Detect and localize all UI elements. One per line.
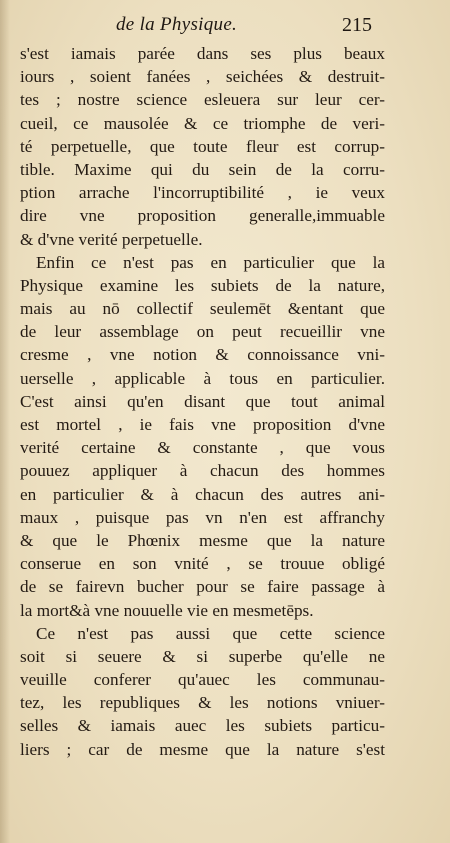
text-line: tible. Maxime qui du sein de la corru- xyxy=(20,159,385,179)
text-line: s'est iamais parée dans ses plus beaux xyxy=(20,44,385,63)
text-line: Enfin ce n'est pas en particulier que la xyxy=(36,252,385,272)
text-line: la mort&à vne nouuelle vie en mesmetēps. xyxy=(20,600,314,620)
text-line: iours , soient fanées , seichées & destruit- xyxy=(20,67,385,87)
text-line: selles & iamais auec les subiets particu- xyxy=(20,716,385,736)
text-line: tez, les republiques & les notions vniuer- xyxy=(20,693,385,713)
text-line: cueil, ce mausolée & ce triomphe de veri- xyxy=(20,113,385,133)
text-line: veuille conferer qu'auec les communau- xyxy=(20,670,385,690)
text-line: C'est ainsi qu'en disant que tout animal xyxy=(20,391,385,411)
text-line: dire vne proposition generalle,immuable xyxy=(20,206,385,226)
text-line: est mortel , ie fais vne proposition d'vne xyxy=(20,415,385,434)
text-line: de se fairevn bucher pour se faire passage à xyxy=(20,577,385,597)
text-line: ption arrache l'incorruptibilité , ie veux xyxy=(20,183,385,203)
text-line: mais au nō collectif seulemēt &entant que xyxy=(20,299,385,319)
text-line: Ce n'est pas aussi que cette science xyxy=(36,623,385,643)
spine-shadow xyxy=(0,0,10,843)
body-text xyxy=(20,42,385,761)
page-header xyxy=(0,14,450,38)
text-line: tes ; nostre science esleuera sur leur cer- xyxy=(20,90,385,110)
text-line: cresme , vne notion & connoissance vni- xyxy=(20,345,385,365)
text-line: & d'vne verité perpetuelle. xyxy=(20,229,203,249)
text-line: pouuez appliquer à chacun des hommes xyxy=(20,461,385,481)
text-line: de leur assemblage on peut recueillir vne xyxy=(20,322,385,342)
text-line: en particulier & à chacun des autres ani- xyxy=(20,484,385,504)
text-line: conserue en son vnité , se trouue obligé xyxy=(20,554,385,574)
page-number: 215 xyxy=(342,14,372,36)
text-line: uerselle , applicable à tous en particulier. xyxy=(20,368,385,388)
text-line: Physique examine les subiets de la nature, xyxy=(20,275,385,295)
text-line: verité certaine & constante , que vous xyxy=(20,438,385,458)
text-line: maux , puisque pas vn n'en est affranchy xyxy=(20,507,385,527)
text-line: & que le Phœnix mesme que la nature xyxy=(20,530,385,550)
text-line: té perpetuelle, que toute fleur est corrup- xyxy=(20,136,385,156)
running-head: de la Physique. xyxy=(116,14,238,35)
text-line: soit si seuere & si superbe qu'elle ne xyxy=(20,646,385,666)
text-line: liers ; car de mesme que la nature s'est xyxy=(20,739,385,759)
